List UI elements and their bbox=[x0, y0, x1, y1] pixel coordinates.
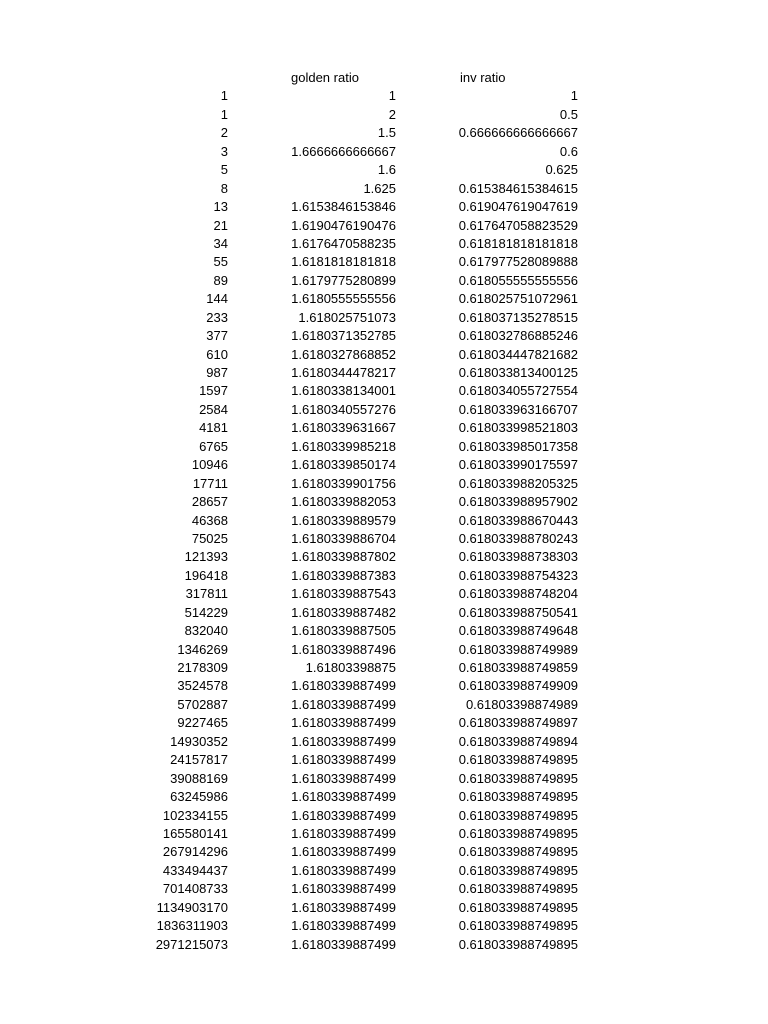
inv-ratio-cell[interactable]: 0.618034447821682 bbox=[458, 346, 578, 362]
table-row bbox=[0, 456, 768, 474]
table-row bbox=[0, 714, 768, 732]
inv-ratio-cell[interactable]: 0.666666666666667 bbox=[458, 125, 578, 141]
inv-ratio-cell[interactable]: 0.618037135278515 bbox=[458, 309, 578, 325]
table-row bbox=[0, 161, 768, 179]
golden-ratio-cell[interactable]: 1.6180339887802 bbox=[291, 549, 396, 565]
golden-ratio-cell[interactable]: 1.6180339887499 bbox=[291, 715, 396, 731]
fibonacci-cell[interactable]: 165580141 bbox=[162, 825, 228, 841]
table-row bbox=[0, 733, 768, 751]
fibonacci-cell[interactable]: 14930352 bbox=[170, 733, 228, 749]
fibonacci-cell[interactable]: 46368 bbox=[191, 512, 228, 528]
inv-ratio-cell[interactable]: 0.618033988749989 bbox=[458, 641, 578, 657]
table-row bbox=[0, 253, 768, 271]
fibonacci-cell[interactable]: 144 bbox=[206, 291, 228, 307]
inv-ratio-cell[interactable]: 0.618033988749895 bbox=[458, 807, 578, 823]
fibonacci-cell[interactable]: 377 bbox=[206, 328, 228, 344]
table-row bbox=[0, 364, 768, 382]
inv-ratio-cell[interactable]: 0.618033988749895 bbox=[458, 789, 578, 805]
data-rows bbox=[0, 87, 768, 954]
header-inv-ratio: inv ratio bbox=[460, 70, 506, 85]
inv-ratio-cell[interactable]: 0.618033988749895 bbox=[458, 770, 578, 786]
table-row bbox=[0, 807, 768, 825]
inv-ratio-cell[interactable]: 0.618033988749895 bbox=[458, 936, 578, 952]
table-row bbox=[0, 419, 768, 437]
fibonacci-cell[interactable]: 5702887 bbox=[177, 696, 228, 712]
golden-ratio-cell[interactable]: 1.6180339887499 bbox=[291, 696, 396, 712]
table-row bbox=[0, 106, 768, 124]
golden-ratio-cell[interactable]: 1.6180327868852 bbox=[291, 346, 396, 362]
fibonacci-cell[interactable]: 34 bbox=[213, 235, 228, 251]
inv-ratio-cell[interactable]: 0.618033963166707 bbox=[458, 401, 578, 417]
table-row bbox=[0, 512, 768, 530]
fibonacci-cell[interactable]: 317811 bbox=[185, 586, 228, 602]
golden-ratio-cell[interactable]: 1.6180339901756 bbox=[291, 475, 396, 491]
fibonacci-cell[interactable]: 1 bbox=[220, 88, 228, 104]
fibonacci-cell[interactable]: 832040 bbox=[184, 623, 228, 639]
golden-ratio-cell[interactable]: 1.6180339887499 bbox=[291, 899, 396, 915]
inv-ratio-cell[interactable]: 0.618033813400125 bbox=[458, 365, 578, 380]
golden-ratio-cell[interactable]: 1.6180371352785 bbox=[291, 328, 396, 344]
golden-ratio-cell[interactable]: 1.6180339889579 bbox=[291, 512, 396, 528]
golden-ratio-cell[interactable]: 1.6180339887499 bbox=[291, 807, 396, 823]
golden-ratio-cell[interactable]: 1.6180339887499 bbox=[291, 825, 396, 841]
table-row bbox=[0, 143, 768, 161]
fibonacci-cell[interactable]: 8 bbox=[220, 180, 228, 196]
fibonacci-cell[interactable]: 3 bbox=[220, 143, 228, 159]
golden-ratio-cell[interactable]: 1.6180339887496 bbox=[291, 641, 396, 657]
golden-ratio-cell[interactable]: 1.6179775280899 bbox=[291, 272, 396, 288]
golden-ratio-cell[interactable]: 1.6180339887499 bbox=[291, 770, 396, 786]
table-row bbox=[0, 696, 768, 714]
fibonacci-cell[interactable]: 63245986 bbox=[170, 789, 228, 805]
inv-ratio-cell[interactable]: 0.618033988748204 bbox=[458, 586, 578, 602]
golden-ratio-cell[interactable]: 1.6180555555556 bbox=[291, 291, 396, 307]
table-row bbox=[0, 585, 768, 603]
fibonacci-cell[interactable]: 2178309 bbox=[177, 660, 228, 675]
fibonacci-cell[interactable]: 2971215073 bbox=[155, 936, 228, 952]
golden-ratio-cell[interactable]: 1.6180339887499 bbox=[291, 789, 396, 805]
golden-ratio-cell[interactable]: 1.6180339985218 bbox=[291, 438, 396, 454]
inv-ratio-cell[interactable]: 0.618033988754323 bbox=[458, 567, 578, 583]
inv-ratio-cell[interactable]: 0.618033988750541 bbox=[458, 604, 578, 620]
golden-ratio-cell[interactable]: 1.6180339887505 bbox=[291, 623, 396, 639]
table-row bbox=[0, 936, 768, 954]
table-row bbox=[0, 493, 768, 511]
header-golden-ratio: golden ratio bbox=[291, 70, 359, 85]
table-row bbox=[0, 235, 768, 253]
inv-ratio-cell[interactable]: 0.625 bbox=[545, 162, 578, 178]
inv-ratio-cell[interactable]: 0.618033988749894 bbox=[458, 733, 578, 749]
table-row bbox=[0, 567, 768, 585]
inv-ratio-cell[interactable]: 0.618033988749895 bbox=[458, 918, 578, 934]
fibonacci-cell[interactable]: 2 bbox=[220, 125, 228, 141]
table-row bbox=[0, 677, 768, 695]
golden-ratio-cell[interactable]: 1.6180344478217 bbox=[291, 365, 396, 380]
inv-ratio-cell[interactable]: 0.618033985017358 bbox=[458, 438, 578, 454]
golden-ratio-cell[interactable]: 1.6180339887499 bbox=[291, 936, 396, 952]
golden-ratio-cell[interactable]: 1.6180339850174 bbox=[291, 457, 396, 473]
table-row bbox=[0, 346, 768, 364]
golden-ratio-cell[interactable]: 2 bbox=[388, 106, 396, 122]
table-row bbox=[0, 659, 768, 677]
fibonacci-cell[interactable]: 17711 bbox=[192, 475, 228, 491]
fibonacci-cell[interactable]: 89 bbox=[213, 272, 228, 288]
table-row bbox=[0, 309, 768, 327]
inv-ratio-cell[interactable]: 0.618032786885246 bbox=[458, 328, 578, 344]
golden-ratio-cell[interactable]: 1 bbox=[388, 88, 396, 104]
inv-ratio-cell[interactable]: 0.5 bbox=[559, 106, 578, 122]
golden-ratio-cell[interactable]: 1.6180339887499 bbox=[291, 862, 396, 878]
fibonacci-cell[interactable]: 267914296 bbox=[162, 844, 228, 860]
inv-ratio-cell[interactable]: 0.6 bbox=[559, 143, 578, 159]
golden-ratio-cell[interactable]: 1.6180340557276 bbox=[291, 401, 396, 417]
table-row bbox=[0, 530, 768, 548]
table-row bbox=[0, 401, 768, 419]
golden-ratio-cell[interactable]: 1.6 bbox=[377, 162, 396, 178]
inv-ratio-cell[interactable]: 0.618034055727554 bbox=[458, 383, 578, 399]
fibonacci-cell[interactable]: 102334155 bbox=[162, 807, 228, 823]
fibonacci-cell[interactable]: 433494437 bbox=[162, 862, 228, 878]
table-row bbox=[0, 180, 768, 198]
golden-ratio-cell[interactable]: 1.6181818181818 bbox=[291, 254, 396, 270]
fibonacci-cell[interactable]: 21 bbox=[213, 217, 228, 233]
table-row bbox=[0, 382, 768, 400]
fibonacci-cell[interactable]: 1 bbox=[220, 106, 228, 122]
inv-ratio-cell[interactable]: 0.618033988749895 bbox=[458, 899, 578, 915]
inv-ratio-cell[interactable]: 0.618033998521803 bbox=[458, 420, 578, 436]
golden-ratio-cell[interactable]: 1.6180339882053 bbox=[291, 494, 396, 510]
golden-ratio-cell[interactable]: 1.6180338134001 bbox=[291, 383, 396, 399]
table-row bbox=[0, 641, 768, 659]
fibonacci-cell[interactable]: 1597 bbox=[199, 383, 228, 399]
table-row bbox=[0, 272, 768, 290]
table-row bbox=[0, 124, 768, 142]
golden-ratio-cell[interactable]: 1.6180339887482 bbox=[291, 604, 396, 620]
golden-ratio-cell[interactable]: 1.6180339887499 bbox=[291, 881, 396, 897]
golden-ratio-cell[interactable]: 1.6180339887383 bbox=[291, 567, 396, 583]
inv-ratio-cell[interactable]: 1 bbox=[570, 88, 578, 104]
spreadsheet bbox=[0, 69, 768, 954]
inv-ratio-cell[interactable]: 0.618033990175597 bbox=[458, 457, 578, 473]
header-row bbox=[0, 69, 768, 87]
table-row bbox=[0, 917, 768, 935]
golden-ratio-cell[interactable]: 1.6180339631667 bbox=[291, 420, 396, 436]
inv-ratio-cell[interactable]: 0.618033988205325 bbox=[458, 475, 578, 491]
inv-ratio-cell[interactable]: 0.618033988957902 bbox=[458, 494, 578, 510]
fibonacci-cell[interactable]: 1346269 bbox=[177, 641, 228, 657]
table-row bbox=[0, 438, 768, 456]
fibonacci-cell[interactable]: 6765 bbox=[199, 438, 228, 454]
golden-ratio-cell[interactable]: 1.6180339887499 bbox=[291, 844, 396, 860]
fibonacci-cell[interactable]: 3524578 bbox=[177, 678, 228, 694]
inv-ratio-cell[interactable]: 0.618033988749909 bbox=[458, 678, 578, 694]
fibonacci-cell[interactable]: 196418 bbox=[184, 567, 228, 583]
table-row bbox=[0, 880, 768, 898]
inv-ratio-cell[interactable]: 0.617977528089888 bbox=[458, 254, 578, 270]
table-row bbox=[0, 899, 768, 917]
fibonacci-cell[interactable]: 121393 bbox=[184, 549, 228, 565]
golden-ratio-cell[interactable]: 1.6180339887499 bbox=[291, 918, 396, 934]
golden-ratio-cell[interactable]: 1.6180339887499 bbox=[291, 678, 396, 694]
golden-ratio-cell[interactable]: 1.6180339887499 bbox=[291, 733, 396, 749]
fibonacci-cell[interactable]: 24157817 bbox=[170, 752, 228, 768]
table-row bbox=[0, 548, 768, 566]
table-row bbox=[0, 87, 768, 105]
table-row bbox=[0, 862, 768, 880]
fibonacci-cell[interactable]: 10946 bbox=[191, 457, 228, 473]
inv-ratio-cell[interactable]: 0.618033988738303 bbox=[458, 549, 578, 565]
fibonacci-cell[interactable]: 2584 bbox=[199, 401, 228, 417]
table-row bbox=[0, 327, 768, 345]
golden-ratio-cell[interactable]: 1.6180339886704 bbox=[291, 530, 396, 546]
table-row bbox=[0, 770, 768, 788]
golden-ratio-cell[interactable]: 1.5 bbox=[377, 125, 396, 141]
inv-ratio-cell[interactable]: 0.618033988749648 bbox=[458, 623, 578, 639]
inv-ratio-cell[interactable]: 0.618025751072961 bbox=[458, 291, 578, 307]
fibonacci-cell[interactable]: 13 bbox=[213, 199, 228, 215]
table-row bbox=[0, 788, 768, 806]
golden-ratio-cell[interactable]: 1.6180339887543 bbox=[291, 586, 396, 602]
fibonacci-cell[interactable]: 987 bbox=[206, 365, 228, 380]
inv-ratio-cell[interactable]: 0.618033988670443 bbox=[458, 512, 578, 528]
fibonacci-cell[interactable]: 39088169 bbox=[170, 770, 228, 786]
table-row bbox=[0, 843, 768, 861]
inv-ratio-cell[interactable]: 0.618033988749895 bbox=[458, 752, 578, 768]
fibonacci-cell[interactable]: 233 bbox=[206, 309, 228, 325]
table-row bbox=[0, 622, 768, 640]
inv-ratio-cell[interactable]: 0.615384615384615 bbox=[458, 180, 578, 196]
table-row bbox=[0, 604, 768, 622]
inv-ratio-cell[interactable]: 0.618033988749895 bbox=[458, 825, 578, 841]
inv-ratio-cell[interactable]: 0.618033988780243 bbox=[458, 530, 578, 546]
fibonacci-cell[interactable]: 701408733 bbox=[162, 881, 228, 897]
table-row bbox=[0, 290, 768, 308]
table-row bbox=[0, 751, 768, 769]
golden-ratio-cell[interactable]: 1.6190476190476 bbox=[291, 217, 396, 233]
golden-ratio-cell[interactable]: 1.6153846153846 bbox=[291, 199, 396, 215]
table-row bbox=[0, 217, 768, 235]
fibonacci-cell[interactable]: 9227465 bbox=[177, 715, 228, 731]
inv-ratio-cell[interactable]: 0.617647058823529 bbox=[458, 217, 578, 233]
table-row bbox=[0, 825, 768, 843]
fibonacci-cell[interactable]: 75025 bbox=[191, 530, 228, 546]
inv-ratio-cell[interactable]: 0.618033988749895 bbox=[458, 844, 578, 860]
inv-ratio-cell[interactable]: 0.619047619047619 bbox=[458, 199, 578, 215]
inv-ratio-cell[interactable]: 0.618033988749859 bbox=[458, 660, 578, 675]
golden-ratio-cell[interactable]: 1.61803398875 bbox=[305, 660, 396, 675]
inv-ratio-cell[interactable]: 0.618055555555556 bbox=[458, 272, 578, 288]
inv-ratio-cell[interactable]: 0.618181818181818 bbox=[458, 235, 578, 251]
fibonacci-cell[interactable]: 5 bbox=[220, 162, 228, 178]
inv-ratio-cell[interactable]: 0.61803398874989 bbox=[465, 696, 578, 712]
fibonacci-cell[interactable]: 514229 bbox=[184, 604, 228, 620]
fibonacci-cell[interactable]: 4181 bbox=[199, 420, 228, 436]
fibonacci-cell[interactable]: 55 bbox=[213, 254, 228, 270]
fibonacci-cell[interactable]: 1134903170 bbox=[156, 899, 228, 915]
fibonacci-cell[interactable]: 28657 bbox=[191, 494, 228, 510]
golden-ratio-cell[interactable]: 1.6180339887499 bbox=[291, 752, 396, 768]
golden-ratio-cell[interactable]: 1.625 bbox=[363, 180, 396, 196]
table-row bbox=[0, 198, 768, 216]
golden-ratio-cell[interactable]: 1.618025751073 bbox=[298, 309, 396, 325]
fibonacci-cell[interactable]: 1836311903 bbox=[156, 918, 228, 934]
fibonacci-cell[interactable]: 610 bbox=[206, 346, 228, 362]
golden-ratio-cell[interactable]: 1.6176470588235 bbox=[291, 235, 396, 251]
inv-ratio-cell[interactable]: 0.618033988749895 bbox=[458, 881, 578, 897]
table-row bbox=[0, 475, 768, 493]
inv-ratio-cell[interactable]: 0.618033988749895 bbox=[458, 862, 578, 878]
golden-ratio-cell[interactable]: 1.6666666666667 bbox=[291, 143, 396, 159]
inv-ratio-cell[interactable]: 0.618033988749897 bbox=[458, 715, 578, 731]
